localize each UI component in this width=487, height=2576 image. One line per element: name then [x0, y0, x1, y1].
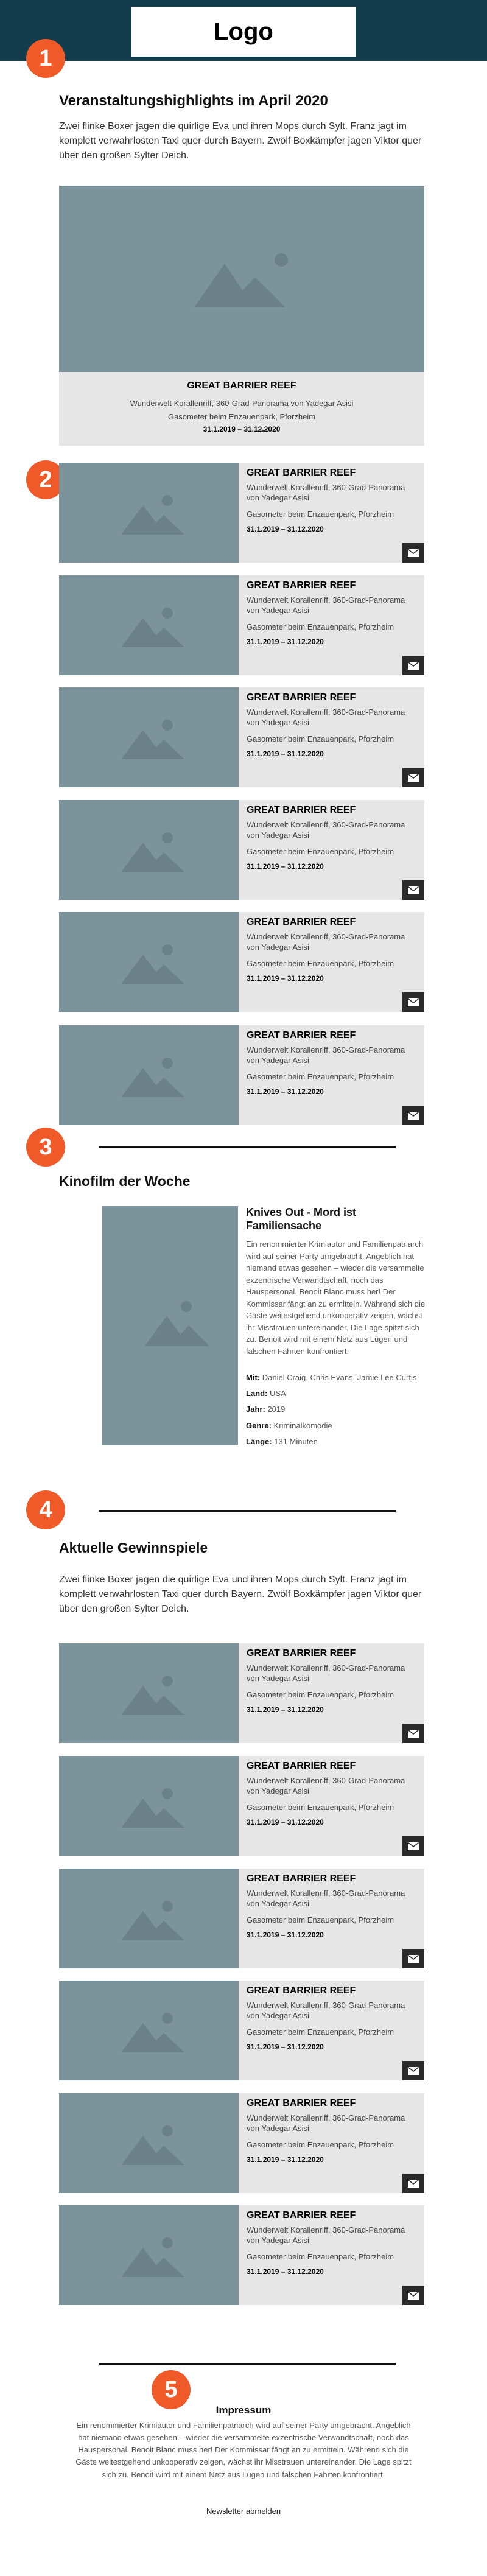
- event-description: Wunderwelt Korallenriff, 360-Grad-Panorama von Yadegar Asisi: [247, 707, 405, 727]
- event-card-text: [247, 2210, 417, 2276]
- event-title: GREAT BARRIER REEF: [247, 805, 356, 815]
- event-card-text: [247, 1761, 417, 1827]
- event-card[interactable]: [59, 1869, 424, 1968]
- image-placeholder-icon: [59, 687, 239, 787]
- event-description: Wunderwelt Korallenriff, 360-Grad-Panorama von Yadegar Asisi: [247, 1045, 405, 1065]
- featured-event-caption: [59, 372, 424, 433]
- event-card[interactable]: [59, 912, 424, 1012]
- event-card-text: [247, 2098, 417, 2164]
- event-location: Gasometer beim Enzauenpark, Pforzheim: [247, 1690, 394, 1699]
- event-location: Gasometer beim Enzauenpark, Pforzheim: [247, 1802, 394, 1812]
- film-cast-value: Daniel Craig, Chris Evans, Jamie Lee Curtis: [262, 1373, 417, 1383]
- film-length: [246, 1436, 429, 1448]
- image-placeholder-icon: [59, 2205, 239, 2305]
- image-placeholder-icon: [59, 1981, 239, 2080]
- event-location: Gasometer beim Enzauenpark, Pforzheim: [247, 509, 394, 519]
- film-genre: [246, 1420, 429, 1432]
- event-description: Wunderwelt Korallenriff, 360-Grad-Panorama von Yadegar Asisi: [247, 483, 405, 502]
- section-title: Kinofilm der Woche: [59, 1173, 191, 1189]
- section-intro: Zwei flinke Boxer jagen die quirlige Eva und ihren Mops durch Sylt. Franz jagt im komplett verwahrlosten Taxi quer durch Bayern. Zwölf Boxkämpfer jagen Viktor quer über den großen Sylter Deich.: [59, 1574, 422, 1614]
- event-date: 31.1.2019 – 31.12.2020: [247, 2267, 324, 2276]
- film-year-value: 2019: [267, 1405, 286, 1414]
- section-divider: [99, 1146, 396, 1148]
- image-placeholder-icon: [59, 1025, 239, 1125]
- event-card[interactable]: [59, 575, 424, 675]
- image-placeholder-icon: [59, 800, 239, 900]
- event-location: Gasometer beim Enzauenpark, Pforzheim: [247, 2027, 394, 2037]
- envelope-icon: [408, 1730, 419, 1738]
- event-title: GREAT BARRIER REEF: [247, 1030, 356, 1041]
- event-location: Gasometer beim Enzauenpark, Pforzheim: [247, 846, 394, 856]
- event-location: Gasometer beim Enzauenpark, Pforzheim: [247, 958, 394, 968]
- event-date: 31.1.2019 – 31.12.2020: [203, 425, 281, 434]
- mail-icon[interactable]: [402, 1949, 424, 1968]
- event-date: 31.1.2019 – 31.12.2020: [247, 862, 324, 871]
- event-title: GREAT BARRIER REEF: [247, 1873, 356, 1884]
- envelope-icon: [408, 2067, 419, 2075]
- event-location: Gasometer beim Enzauenpark, Pforzheim: [247, 2139, 394, 2149]
- film-year-label: Jahr:: [246, 1405, 265, 1414]
- section-number-badge: 4: [26, 1490, 65, 1529]
- event-card-text: [247, 580, 417, 646]
- event-date: 31.1.2019 – 31.12.2020: [247, 637, 324, 646]
- envelope-icon: [408, 2180, 419, 2188]
- event-date: 31.1.2019 – 31.12.2020: [247, 974, 324, 983]
- event-date: 31.1.2019 – 31.12.2020: [247, 1705, 324, 1714]
- event-card-text: [247, 917, 417, 983]
- event-date: 31.1.2019 – 31.12.2020: [247, 2042, 324, 2051]
- event-location: Gasometer beim Enzauenpark, Pforzheim: [247, 1072, 394, 1081]
- section-number-badge: 1: [26, 39, 65, 78]
- film-cast-label: Mit:: [246, 1373, 261, 1383]
- event-description: Wunderwelt Korallenriff, 360-Grad-Panorama von Yadegar Asisi: [247, 2001, 405, 2020]
- event-title: GREAT BARRIER REEF: [247, 580, 356, 591]
- event-description: Wunderwelt Korallenriff, 360-Grad-Panorama von Yadegar Asisi: [247, 1663, 405, 1683]
- section-number-badge: 2: [26, 460, 65, 499]
- film-details: [246, 1206, 429, 1451]
- unsubscribe-link[interactable]: Newsletter abmelden: [206, 2507, 281, 2516]
- film-title: Knives Out - Mord ist Familiensache: [246, 1206, 357, 1232]
- event-title: GREAT BARRIER REEF: [247, 1985, 356, 1996]
- event-card[interactable]: [59, 463, 424, 563]
- section-number-badge: 3: [26, 1128, 65, 1167]
- film-poster-placeholder-icon: [102, 1206, 238, 1445]
- event-card-text: [247, 1648, 417, 1714]
- event-card[interactable]: [59, 1025, 424, 1125]
- event-title: GREAT BARRIER REEF: [247, 917, 356, 927]
- event-card[interactable]: [59, 1756, 424, 1856]
- event-description: Wunderwelt Korallenriff, 360-Grad-Panorama von Yadegar Asisi: [247, 1889, 405, 1908]
- footer-divider: [99, 2363, 396, 2365]
- image-placeholder-icon: [59, 463, 239, 563]
- event-title: GREAT BARRIER REEF: [247, 1761, 356, 1771]
- envelope-icon: [408, 886, 419, 894]
- film-country-label: Land:: [246, 1389, 268, 1399]
- image-placeholder-icon: [59, 186, 424, 372]
- mail-icon[interactable]: [402, 2174, 424, 2193]
- event-description: Wunderwelt Korallenriff, 360-Grad-Panorama von Yadegar Asisi: [247, 2113, 405, 2133]
- film-description: Ein renommierter Krimiautor und Familienpatriarch wird auf seiner Party umgebracht. Angeblich hat niemand etwas gesehen – wieder die versammelte exzentrische Verwandtschaft, noch das Hauspersonal. Benoit Blanc muss her! Der Kommissar fängt an zu ermitteln. Während sich die Gäste weitestgehend unkooperativ zeigen, wächst ihr Misstrauen untereinander. Die Lage spitzt sich zu. Benoit wird mit einem Netz aus Lügen und falschen Fährten konfrontiert.: [246, 1240, 426, 1356]
- event-location: Gasometer beim Enzauenpark, Pforzheim: [167, 412, 316, 422]
- image-placeholder-icon: [59, 2093, 239, 2193]
- event-date: 31.1.2019 – 31.12.2020: [247, 524, 324, 533]
- event-title: GREAT BARRIER REEF: [247, 468, 356, 478]
- event-card-text: [247, 468, 417, 533]
- event-date: 31.1.2019 – 31.12.2020: [247, 1087, 324, 1096]
- event-date: 31.1.2019 – 31.12.2020: [247, 2155, 324, 2164]
- event-date: 31.1.2019 – 31.12.2020: [247, 749, 324, 758]
- section-intro: Zwei flinke Boxer jagen die quirlige Eva und ihren Mops durch Sylt. Franz jagt im komplett verwahrlosten Taxi quer durch Bayern. Zwölf Boxkämpfer jagen Viktor quer über den großen Sylter Deich.: [59, 121, 422, 161]
- envelope-icon: [408, 1842, 419, 1850]
- event-location: Gasometer beim Enzauenpark, Pforzheim: [247, 622, 394, 631]
- featured-event-card[interactable]: [59, 186, 424, 446]
- event-date: 31.1.2019 – 31.12.2020: [247, 1817, 324, 1827]
- event-description: Wunderwelt Korallenriff, 360-Grad-Panorama von Yadegar Asisi: [247, 932, 405, 952]
- impressum-title: Impressum: [215, 2404, 272, 2416]
- event-title: GREAT BARRIER REEF: [247, 2098, 356, 2108]
- event-title: GREAT BARRIER REEF: [247, 1648, 356, 1658]
- mail-icon[interactable]: [402, 1836, 424, 1856]
- image-placeholder-icon: [59, 575, 239, 675]
- film-country-value: USA: [270, 1389, 286, 1399]
- image-placeholder-icon: [59, 1869, 239, 1968]
- film-genre-label: Genre:: [246, 1420, 272, 1430]
- mail-icon[interactable]: [402, 1724, 424, 1743]
- film-year: [246, 1403, 429, 1416]
- section-number-badge: 5: [152, 2370, 191, 2409]
- section-title: Aktuelle Gewinnspiele: [59, 1540, 208, 1556]
- event-card-text: [247, 1873, 417, 1939]
- film-country: [246, 1388, 429, 1400]
- event-description: Wunderwelt Korallenriff, 360-Grad-Panorama von Yadegar Asisi: [247, 1776, 405, 1795]
- event-title: GREAT BARRIER REEF: [247, 692, 356, 703]
- section-title: Veranstaltungshighlights im April 2020: [59, 93, 328, 109]
- event-card[interactable]: [59, 1643, 424, 1743]
- event-card-text: [247, 1985, 417, 2051]
- event-description: Wunderwelt Korallenriff, 360-Grad-Panorama von Yadegar Asisi: [247, 595, 405, 615]
- image-placeholder-icon: [59, 1643, 239, 1743]
- envelope-icon: [408, 2292, 419, 2300]
- event-card[interactable]: [59, 2093, 424, 2193]
- section-divider: [99, 1510, 396, 1512]
- event-card-text: [247, 805, 417, 871]
- logo: Logo: [131, 7, 356, 57]
- mail-icon[interactable]: [402, 992, 424, 1012]
- mail-icon[interactable]: [402, 1106, 424, 1125]
- film-length-value: 131 Minuten: [274, 1436, 318, 1446]
- mail-icon[interactable]: [402, 543, 424, 563]
- event-title: GREAT BARRIER REEF: [187, 381, 296, 391]
- impressum-text: Ein renommierter Krimiautor und Familienpatriarch wird auf seiner Party umgebracht. Angeblich hat niemand etwas gesehen – wieder die versammelte exzentrische Verwandtschaft, noch das Hauspersonal. Benoit Blanc muss her! Der Kommissar fängt an zu ermitteln. Während sich die Gäste weitestgehend unkooperativ zeigen, wächst ihr Misstrauen untereinander. Die Lage spitzt sich zu. Benoit wird mit einem Netz aus Lügen und falschen Fährten konfrontiert.: [75, 2421, 412, 2479]
- envelope-icon: [408, 998, 419, 1006]
- event-description: Wunderwelt Korallenriff, 360-Grad-Panorama von Yadegar Asisi: [247, 2225, 405, 2245]
- event-card[interactable]: [59, 800, 424, 900]
- envelope-icon: [408, 1955, 419, 1963]
- event-card-text: [247, 1030, 417, 1096]
- header-bar: [0, 0, 487, 61]
- film-genre-value: Kriminalkomödie: [273, 1420, 332, 1430]
- envelope-icon: [408, 662, 419, 670]
- event-description: Wunderwelt Korallenriff, 360-Grad-Panorama von Yadegar Asisi: [130, 399, 354, 408]
- event-card[interactable]: [59, 1981, 424, 2080]
- mail-icon[interactable]: [402, 656, 424, 675]
- event-card-text: [247, 692, 417, 758]
- envelope-icon: [408, 774, 419, 782]
- mail-icon[interactable]: [402, 880, 424, 900]
- mail-icon[interactable]: [402, 768, 424, 787]
- mail-icon[interactable]: [402, 2286, 424, 2305]
- envelope-icon: [408, 549, 419, 557]
- event-date: 31.1.2019 – 31.12.2020: [247, 1930, 324, 1939]
- image-placeholder-icon: [59, 912, 239, 1012]
- envelope-icon: [408, 1112, 419, 1120]
- event-location: Gasometer beim Enzauenpark, Pforzheim: [247, 734, 394, 743]
- mail-icon[interactable]: [402, 2061, 424, 2080]
- event-location: Gasometer beim Enzauenpark, Pforzheim: [247, 2251, 394, 2261]
- event-location: Gasometer beim Enzauenpark, Pforzheim: [247, 1915, 394, 1925]
- film-length-label: Länge:: [246, 1436, 272, 1446]
- event-title: GREAT BARRIER REEF: [247, 2210, 356, 2220]
- event-card[interactable]: [59, 687, 424, 787]
- event-card[interactable]: [59, 2205, 424, 2305]
- event-description: Wunderwelt Korallenriff, 360-Grad-Panorama von Yadegar Asisi: [247, 820, 405, 840]
- image-placeholder-icon: [59, 1756, 239, 1856]
- film-cast: [246, 1372, 429, 1384]
